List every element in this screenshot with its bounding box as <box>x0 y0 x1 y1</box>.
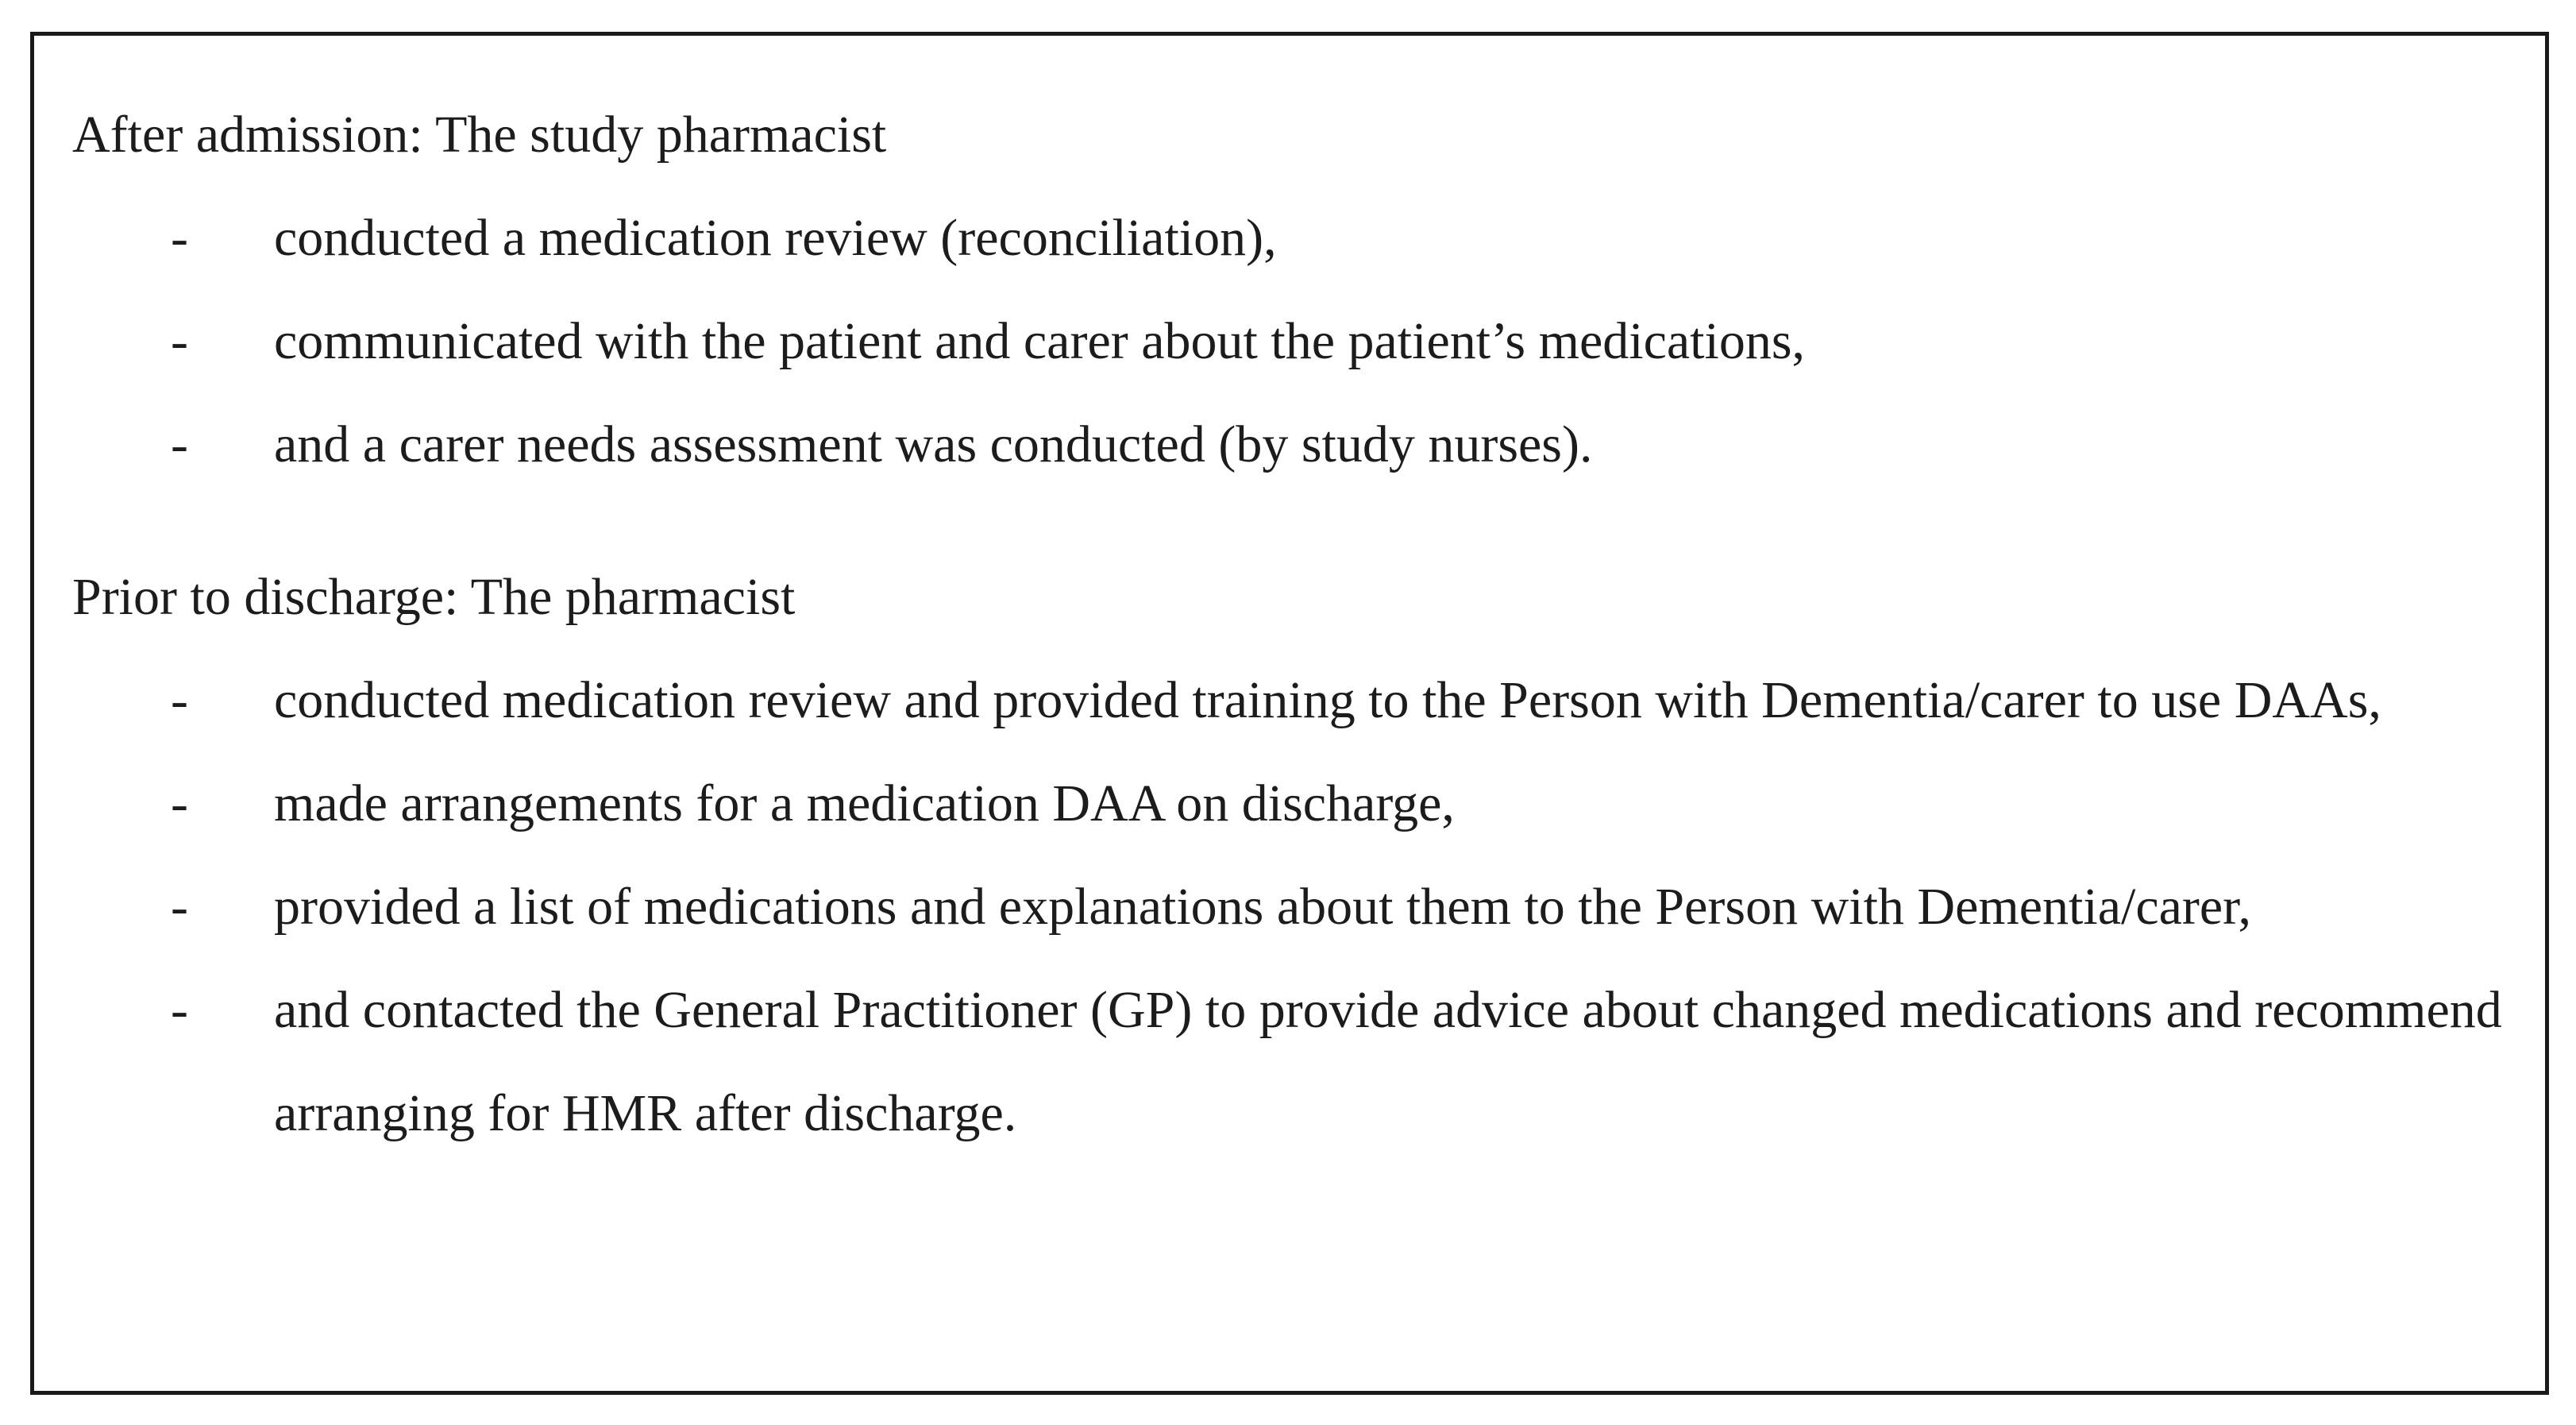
list-item <box>72 649 2513 752</box>
document-content <box>72 83 2513 1165</box>
dash-bullet: - <box>171 209 188 267</box>
list-item-text: conducted medication review and provided training to the Person with Dementia/carer to use DAAs, <box>274 671 2381 729</box>
list-item <box>72 855 2513 959</box>
document-box <box>30 32 2549 1395</box>
list-item-text: and a carer needs assessment was conducted (by study nurses). <box>274 415 1593 473</box>
list-item-text: conducted a medication review (reconciliation), <box>274 209 1277 267</box>
list-item-text: and contacted the General Practitioner (GP) to provide advice about changed medications and recommend arranging for HMR after discharge. <box>274 981 2502 1142</box>
list-item <box>72 393 2513 496</box>
list-item-text: communicated with the patient and carer about the patient’s medications, <box>274 312 1806 370</box>
dash-bullet: - <box>171 878 188 936</box>
list-item <box>72 187 2513 290</box>
dash-bullet: - <box>171 671 188 729</box>
dash-bullet: - <box>171 981 188 1039</box>
section-heading: After admission: The study pharmacist <box>72 106 887 164</box>
list-item-text: made arrangements for a medication DAA on discharge, <box>274 774 1455 832</box>
section-after-admission <box>72 83 2513 496</box>
list-item <box>72 959 2513 1165</box>
dash-bullet: - <box>171 774 188 832</box>
action-list <box>72 187 2513 496</box>
list-item <box>72 752 2513 855</box>
section-heading: Prior to discharge: The pharmacist <box>72 568 796 626</box>
list-item-text: provided a list of medications and explanations about them to the Person with Dementia/carer, <box>274 878 2252 936</box>
list-item <box>72 290 2513 393</box>
section-prior-to-discharge <box>72 546 2513 1165</box>
action-list <box>72 649 2513 1165</box>
dash-bullet: - <box>171 415 188 473</box>
dash-bullet: - <box>171 312 188 370</box>
